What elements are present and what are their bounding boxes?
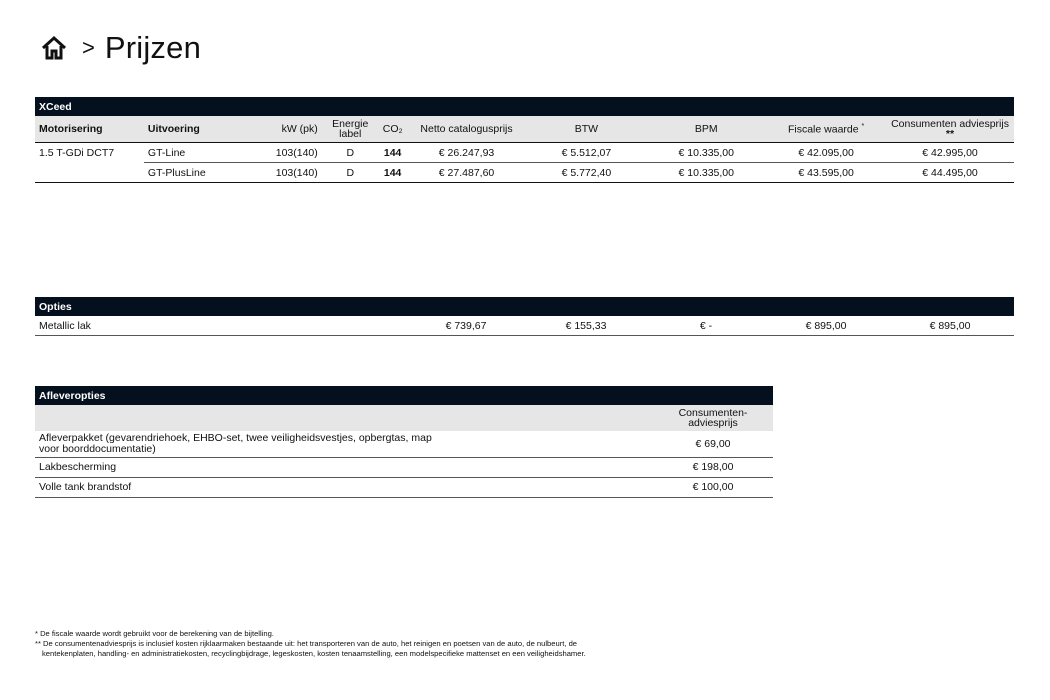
page-title: Prijzen — [104, 30, 202, 65]
table-row — [35, 431, 773, 457]
col-energie: Energie label — [322, 116, 379, 143]
footnotes — [35, 629, 586, 659]
cell-aflever-price: € 100,00 — [653, 477, 773, 497]
cell-bpm: € - — [646, 316, 766, 336]
breadcrumb-separator: > — [82, 35, 95, 60]
table-row — [35, 163, 1014, 183]
table-row — [35, 316, 1014, 336]
cell-bpm: € 10.335,00 — [646, 163, 766, 183]
cell-netto: € 27.487,60 — [407, 163, 527, 183]
cell-co2: 144 — [379, 143, 407, 163]
col-uitvoering: Uitvoering — [144, 116, 269, 143]
opties-table — [35, 297, 1014, 336]
cell-aflever-label: Lakbescherming — [35, 457, 653, 477]
col-co2: CO₂ — [379, 116, 407, 143]
cell-aflever-label: Afleverpakket (gevarendriehoek, EHBO-set, twee veiligheidsvestjes, opbergtas, map voor boorddocumentatie) — [35, 431, 653, 457]
footnote-fiscale: * De fiscale waarde wordt gebruikt voor de berekening van de bijtelling. — [35, 629, 274, 638]
cell-fiscale: € 895,00 — [766, 316, 886, 336]
afleveropties-table — [35, 386, 773, 498]
cell-netto: € 26.247,93 — [407, 143, 527, 163]
col-bpm: BPM — [646, 116, 766, 143]
cell-kw: 103(140) — [269, 143, 322, 163]
cell-co2: 144 — [379, 163, 407, 183]
table-row — [35, 477, 773, 497]
col-consument: Consumenten adviesprijs ** — [886, 116, 1014, 143]
cell-btw: € 5.772,40 — [526, 163, 646, 183]
cell-motorisering — [35, 163, 144, 183]
footnote-consument: ** De consumentenadviesprijs is inclusief kosten rijklaarmaken bestaande uit: het transporteren van de auto, het reinigen en poetsen van de auto, de nulbeurt, de — [35, 639, 578, 648]
home-icon[interactable] — [40, 34, 68, 62]
cell-kw: 103(140) — [269, 163, 322, 183]
col-netto: Netto catalogusprijs — [407, 116, 527, 143]
cell-consument: € 44.495,00 — [886, 163, 1014, 183]
cell-consument: € 42.995,00 — [886, 143, 1014, 163]
cell-fiscale: € 42.095,00 — [766, 143, 886, 163]
cell-netto: € 739,67 — [406, 316, 526, 336]
cell-btw: € 5.512,07 — [526, 143, 646, 163]
cell-btw: € 155,33 — [526, 316, 646, 336]
col-motorisering: Motorisering — [35, 116, 144, 143]
footnote-consument-cont: kentekenplaten, handling- en administratiekosten, recyclingbijdrage, legeskosten, kosten tenaamstelling, een modelspecifieke mattenset en een veiligheidshamer. — [42, 649, 586, 658]
page-header — [40, 28, 201, 68]
table-row — [35, 457, 773, 477]
cell-fiscale: € 43.595,00 — [766, 163, 886, 183]
xceed-price-table — [35, 97, 1014, 183]
cell-uitvoering: GT-PlusLine — [144, 163, 269, 183]
col-fiscale: Fiscale waarde * — [766, 116, 886, 143]
cell-energie: D — [322, 143, 379, 163]
cell-bpm: € 10.335,00 — [646, 143, 766, 163]
cell-aflever-price: € 198,00 — [653, 457, 773, 477]
section-title-aflever: Afleveropties — [35, 386, 773, 405]
cell-aflever-price: € 69,00 — [653, 431, 773, 457]
col-btw: BTW — [526, 116, 646, 143]
col-kw: kW (pk) — [269, 116, 322, 143]
cell-motorisering: 1.5 T-GDi DCT7 — [39, 146, 115, 159]
section-title-xceed: XCeed — [35, 97, 1014, 116]
cell-uitvoering: GT-Line — [144, 143, 269, 163]
col-empty — [35, 405, 653, 431]
cell-consument: € 895,00 — [886, 316, 1014, 336]
cell-energie: D — [322, 163, 379, 183]
table-row — [35, 143, 1014, 163]
cell-aflever-label: Volle tank brandstof — [35, 477, 653, 497]
cell-option-label: Metallic lak — [35, 316, 406, 336]
col-consumentenadviesprijs: Consumenten- adviesprijs — [653, 405, 773, 431]
section-title-opties: Opties — [35, 297, 1014, 316]
